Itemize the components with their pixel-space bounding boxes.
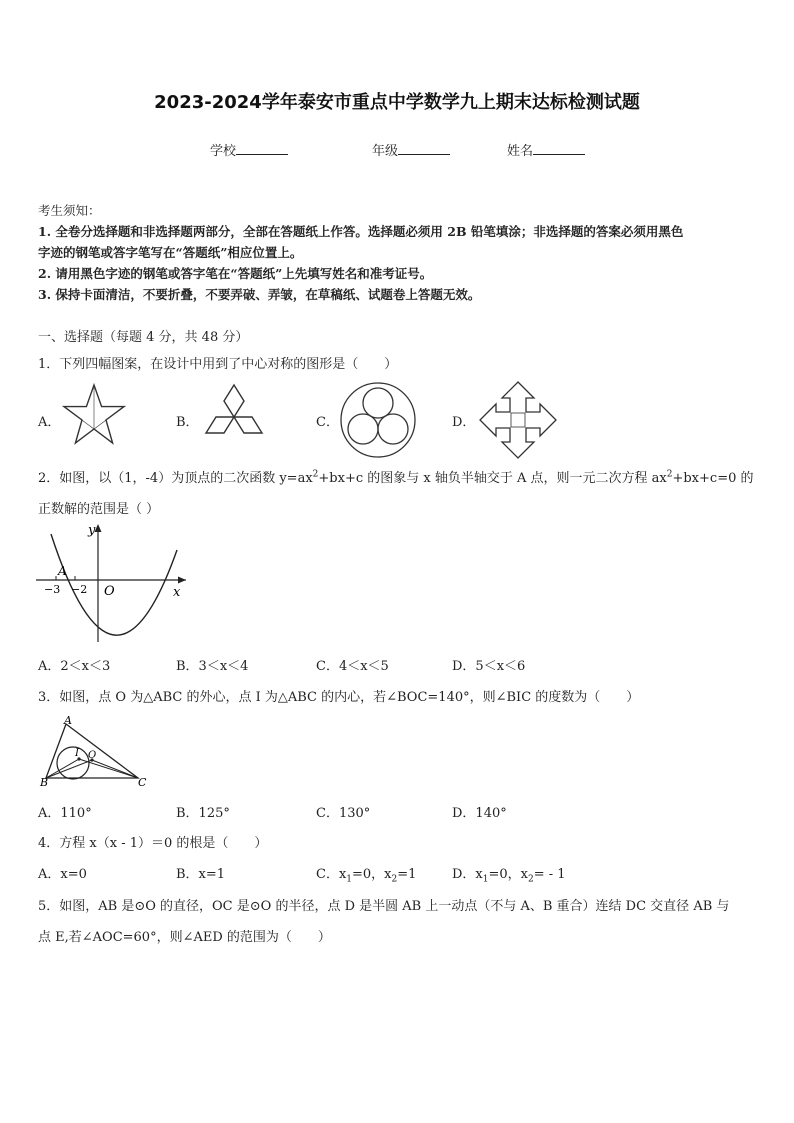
q4-d-part-b: =0，x bbox=[488, 867, 528, 882]
graph-x-label: x bbox=[173, 585, 181, 600]
q4-option-b: B．x=1 bbox=[176, 867, 226, 882]
q1-option-c-label: C． bbox=[316, 415, 339, 430]
diamonds-figure bbox=[196, 383, 272, 447]
q3-option-d: D．140° bbox=[452, 806, 507, 821]
q2-option-d: D．5＜x＜6 bbox=[452, 659, 526, 674]
name-field bbox=[507, 140, 585, 159]
q4-stem: 4．方程 x（x - 1）＝0 的根是（ ） bbox=[38, 836, 268, 851]
graph-tick-minus-2: −2 bbox=[71, 583, 88, 596]
q4-c-sub-2: 2 bbox=[391, 874, 398, 885]
q2-stem-part-c: +bx+c=0 的 bbox=[672, 471, 754, 486]
q2-stem-line-2: 正数解的范围是（ ） bbox=[38, 502, 160, 517]
q2-superscript-2: 2 bbox=[666, 469, 673, 480]
section-heading: 一、选择题（每题 4 分，共 48 分） bbox=[38, 330, 249, 345]
q3-option-c: C．130° bbox=[316, 806, 371, 821]
q1-option-d-label: D． bbox=[452, 415, 476, 430]
notice-heading: 考生须知： bbox=[38, 203, 101, 218]
notice-item-1a: 1. 全卷分选择题和非选择题两部分，全部在答题纸上作答。选择题必须用 2B 铅笔填涂；非选择题的答案必须用黑色 bbox=[38, 224, 684, 239]
q4-option-c bbox=[316, 863, 416, 885]
q4-option-a: A．x=0 bbox=[38, 867, 87, 882]
q3-stem: 3．如图，点 O 为△ABC 的外心，点 I 为△ABC 的内心，若∠BOC=140°，则∠BIC 的度数为（ ） bbox=[38, 690, 640, 705]
grade-field bbox=[372, 140, 450, 159]
exam-title: 2023-2024学年泰安市重点中学数学九上期末达标检测试题 bbox=[154, 92, 640, 113]
graph-origin-label: O bbox=[104, 584, 115, 599]
q1-stem: 1．下列四幅图案，在设计中用到了中心对称的图形是（ ） bbox=[38, 357, 398, 372]
q2-stem-part-b: +bx+c 的图象与 x 轴负半轴交于 A 点，则一元二次方程 ax bbox=[318, 471, 667, 486]
grade-blank bbox=[398, 142, 450, 155]
parabola-graph bbox=[36, 518, 196, 646]
school-label: 学校 bbox=[210, 144, 237, 159]
q4-c-part-c: =1 bbox=[397, 867, 417, 882]
q4-d-sub-1: 1 bbox=[482, 874, 489, 885]
grade-label: 年级 bbox=[372, 144, 399, 159]
graph-y-label: y bbox=[88, 523, 96, 538]
q2-option-b: B．3＜x＜4 bbox=[176, 659, 249, 674]
q4-c-part-a: C．x bbox=[316, 867, 347, 882]
incenter-label: I bbox=[75, 748, 79, 759]
q2-stem-part-a: 2．如图，以（1，-4）为顶点的二次函数 y=ax bbox=[38, 471, 313, 486]
notice-item-1b: 字迹的钢笔或答字笔写在“答题纸”相应位置上。 bbox=[38, 245, 303, 260]
q4-option-d bbox=[452, 863, 566, 885]
q2-stem bbox=[38, 467, 753, 486]
graph-point-a-label: A bbox=[58, 564, 67, 578]
q3-option-b: B．125° bbox=[176, 806, 230, 821]
circumcenter-label: O bbox=[88, 750, 97, 761]
q2-option-a: A．2＜x＜3 bbox=[38, 659, 111, 674]
q2-superscript-1: 2 bbox=[312, 469, 319, 480]
school-field bbox=[210, 140, 288, 159]
circles-figure bbox=[338, 380, 418, 460]
q3-option-a: A．110° bbox=[38, 806, 92, 821]
q4-d-sub-2: 2 bbox=[528, 874, 534, 885]
notice-item-3: 3. 保持卡面清洁，不要折叠，不要弄破、弄皱，在草稿纸、试题卷上答题无效。 bbox=[38, 287, 481, 302]
triangle-vertex-a: A bbox=[64, 716, 72, 727]
triangle-vertex-c: C bbox=[138, 776, 147, 788]
q1-option-a-label: A． bbox=[38, 415, 61, 430]
graph-tick-minus-3: −3 bbox=[44, 583, 61, 596]
triangle-figure bbox=[36, 716, 154, 788]
name-label: 姓名 bbox=[507, 144, 534, 159]
name-blank bbox=[533, 142, 585, 155]
q5-stem-line-1: 5．如图，AB 是⊙O 的直径，OC 是⊙O 的半径，点 D 是半圆 AB 上一动点（不与 A、B 重合）连结 DC 交直径 AB 与 bbox=[38, 899, 730, 914]
triangle-vertex-b: B bbox=[40, 776, 49, 788]
q1-option-b-label: B． bbox=[176, 415, 199, 430]
q2-option-c: C．4＜x＜5 bbox=[316, 659, 389, 674]
star-figure bbox=[62, 383, 126, 447]
q4-c-part-b: =0，x bbox=[352, 867, 392, 882]
notice-item-2: 2. 请用黑色字迹的钢笔或答字笔在“答题纸”上先填写姓名和准考证号。 bbox=[38, 266, 433, 281]
q4-d-part-a: D．x bbox=[452, 867, 483, 882]
q5-stem-line-2: 点 E,若∠AOC=60°，则∠AED 的范围为（ ） bbox=[38, 930, 331, 945]
q4-c-sub-1: 1 bbox=[346, 874, 353, 885]
q4-d-part-c: = - 1 bbox=[533, 867, 566, 882]
school-blank bbox=[236, 142, 288, 155]
arrows-figure bbox=[478, 380, 558, 460]
